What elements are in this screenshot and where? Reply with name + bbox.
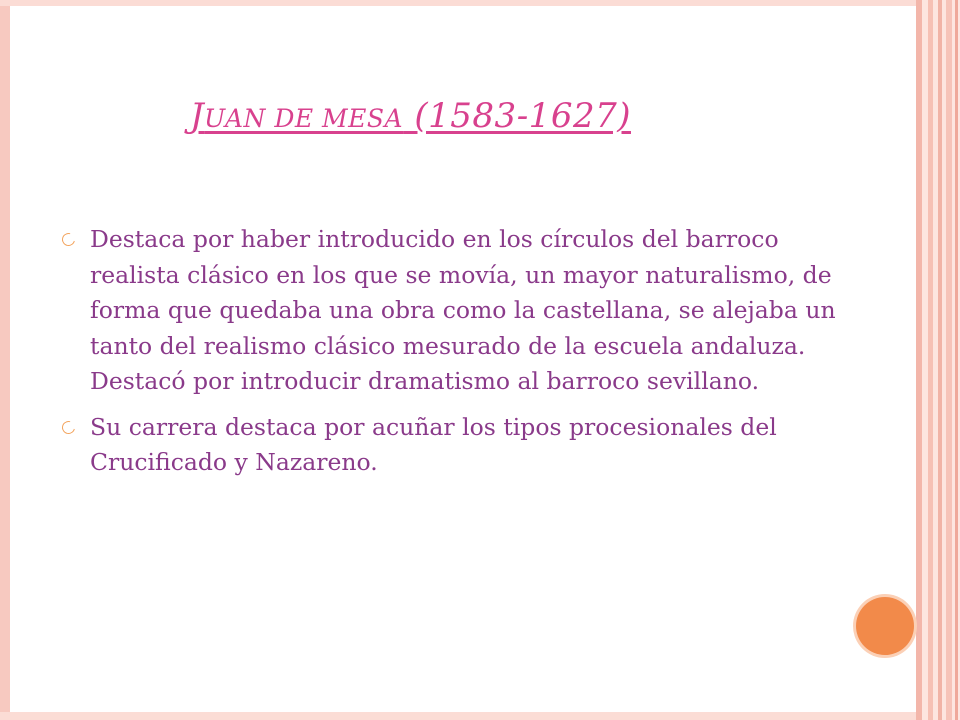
title-name: UAN DE MESA bbox=[204, 104, 404, 133]
stripe bbox=[938, 0, 942, 720]
bullet-text: Su carrera destaca por acuñar los tipos procesionales del Crucificado y Nazareno. bbox=[90, 412, 777, 476]
left-border bbox=[0, 0, 10, 720]
bullet-item bbox=[62, 222, 862, 400]
bullet-text: Destaca por haber introducido en los círculos del barroco realista clásico en los que se movía, un mayor naturalismo, de forma que quedaba una obra como la castellana, se alejaba un tanto del realismo clásico mesurado de la escuela andaluza. Destacó por introducir dramatismo al barroco sevillano. bbox=[90, 225, 836, 395]
bullet-item bbox=[62, 410, 862, 481]
stripe bbox=[916, 0, 922, 720]
top-border bbox=[0, 0, 960, 6]
slide-title bbox=[190, 96, 790, 136]
accent-circle bbox=[856, 597, 914, 655]
slide-content bbox=[62, 222, 862, 491]
bottom-border bbox=[0, 712, 960, 720]
title-initial: J bbox=[190, 96, 205, 136]
stripe bbox=[946, 0, 952, 720]
bullet-icon bbox=[60, 231, 78, 249]
bullet-icon bbox=[60, 418, 78, 436]
stripe bbox=[955, 0, 958, 720]
stripe bbox=[928, 0, 933, 720]
title-dates: (1583-1627) bbox=[403, 96, 631, 136]
